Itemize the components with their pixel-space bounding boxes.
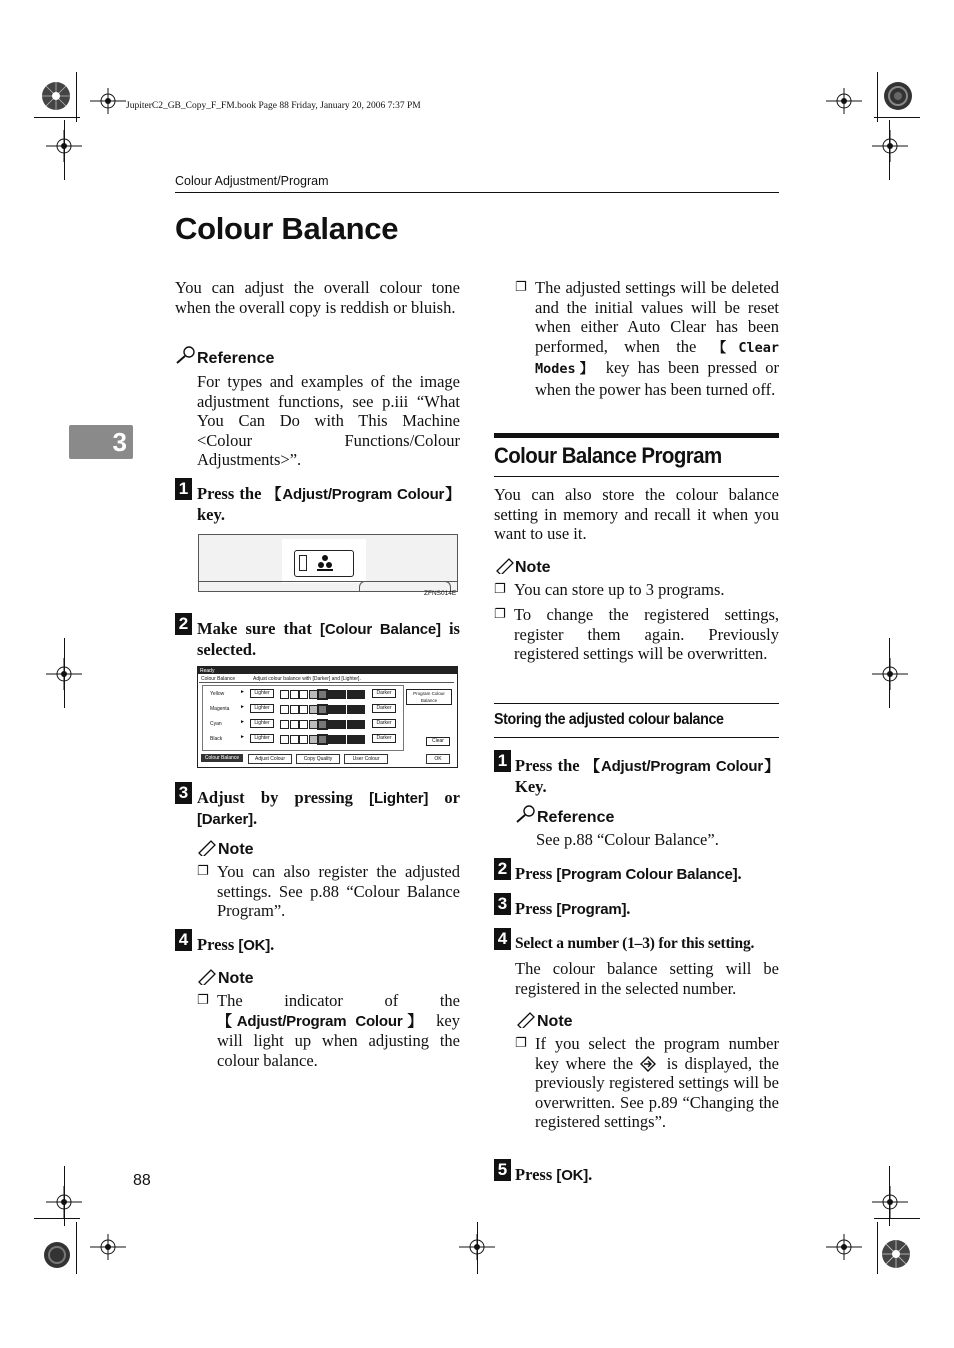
screen-row-label: Magenta bbox=[210, 706, 230, 712]
section-rule-bottom bbox=[494, 476, 779, 477]
step-number: 2 bbox=[494, 858, 511, 880]
scale-level-square bbox=[280, 705, 289, 714]
file-info: JupiterC2_GB_Copy_F_FM.book Page 88 Friday, January 20, 2006 7:37 PM bbox=[126, 101, 421, 111]
crosshair-target-icon bbox=[90, 88, 126, 114]
adjust-program-colour-key: 【Adjust/Program Colour】 bbox=[266, 486, 460, 503]
reference-text: For types and examples of the image adjustment functions, see p.iii “What You Can Do with This Machine <Colour Functions/Colour Adjustments>”. bbox=[197, 372, 460, 470]
page-number: 88 bbox=[133, 1172, 151, 1189]
subsection-heading: Storing the adjusted colour balance bbox=[494, 711, 724, 728]
registration-rosette-icon bbox=[42, 1240, 72, 1270]
header-rule bbox=[175, 192, 779, 193]
tab-colour-balance[interactable]: Colour Balance bbox=[201, 754, 243, 762]
scale-level-square bbox=[290, 690, 299, 699]
registration-rosette-icon bbox=[880, 1238, 912, 1270]
scale-level-square bbox=[280, 720, 289, 729]
reference-label: Reference bbox=[537, 809, 615, 826]
step-number: 1 bbox=[494, 750, 511, 772]
scale-level-square bbox=[356, 735, 365, 744]
scale-current-level bbox=[318, 705, 327, 714]
colour-balance-icon bbox=[315, 554, 335, 572]
subsection-rule-top bbox=[494, 703, 779, 704]
scale-level-square bbox=[290, 735, 299, 744]
scale-level-square bbox=[290, 720, 299, 729]
tab-copy-quality[interactable]: Copy Quality bbox=[296, 754, 340, 764]
darker-button[interactable]: Darker bbox=[372, 719, 396, 728]
scale-level-square bbox=[299, 690, 308, 699]
screen-message: Adjust colour balance with [Darker] and [Lighter]. bbox=[253, 676, 361, 682]
scale-level-square bbox=[299, 735, 308, 744]
darker-button[interactable]: Darker bbox=[372, 734, 396, 743]
crosshair-target-icon bbox=[826, 88, 862, 114]
checkbox-bullet-icon: ❐ bbox=[197, 864, 209, 879]
darker-key: [Darker] bbox=[197, 810, 253, 828]
scale-current-level bbox=[318, 690, 327, 699]
scale-level-square bbox=[337, 705, 346, 714]
step-number: 3 bbox=[494, 893, 511, 915]
crosshair-target-icon bbox=[872, 130, 908, 162]
colour-balance-key: [Colour Balance] bbox=[320, 621, 441, 638]
lighter-button[interactable]: Lighter bbox=[250, 734, 274, 743]
pencil-icon bbox=[196, 838, 218, 856]
scale-level-square bbox=[309, 720, 318, 729]
crosshair-target-icon bbox=[872, 1186, 908, 1218]
lighter-key: [Lighter] bbox=[369, 790, 429, 807]
scale-level-square bbox=[309, 690, 318, 699]
crosshair-target-icon bbox=[826, 1234, 862, 1260]
screen-arrow-icon: ► bbox=[240, 704, 245, 710]
scale-level-square bbox=[328, 735, 337, 744]
scale-level-square bbox=[347, 720, 356, 729]
program-registered-icon bbox=[640, 1056, 660, 1072]
note-label: Note bbox=[218, 970, 254, 987]
adjust-program-colour-key: 【Adjust/Program Colour】 bbox=[584, 758, 779, 775]
registration-rosette-icon bbox=[882, 80, 914, 112]
step-4-text: Press [OK]. bbox=[197, 935, 275, 954]
chapter-tab: 3 bbox=[69, 425, 133, 459]
intro-paragraph: You can adjust the overall colour tone when the overall copy is reddish or bluish. bbox=[175, 278, 460, 317]
step-4-description: The colour balance setting will be registered in the selected number. bbox=[515, 959, 779, 998]
section-heading: Colour Balance Program bbox=[494, 443, 722, 468]
adjust-program-colour-key: 【Adjust/Program Colour】 bbox=[217, 1012, 428, 1030]
magnifier-icon bbox=[515, 805, 537, 823]
step-number: 1 bbox=[175, 478, 192, 500]
darker-button[interactable]: Darker bbox=[372, 689, 396, 698]
step-2-text: Press [Program Colour Balance]. bbox=[515, 864, 742, 883]
scale-level-square bbox=[309, 705, 318, 714]
running-header: Colour Adjustment/Program bbox=[175, 174, 329, 188]
ok-key: [OK] bbox=[238, 937, 271, 954]
note-item: ❐ If you select the program number key where the is displayed, the previously registered settings will be overwritten. See p.89 “Changing the registered settings”. bbox=[515, 1034, 779, 1132]
step-number: 4 bbox=[175, 929, 192, 951]
program-colour-balance-key: [Program Colour Balance] bbox=[556, 866, 738, 883]
darker-button[interactable]: Darker bbox=[372, 704, 396, 713]
clear-modes-key: 【Clear Modes】 bbox=[535, 339, 779, 378]
screen-arrow-icon: ► bbox=[240, 689, 245, 695]
program-colour-balance-button[interactable]: Program Colour Balance bbox=[406, 689, 452, 705]
step-1-text: Press the 【Adjust/Program Colour】 key. bbox=[197, 484, 460, 524]
scale-level-square bbox=[299, 705, 308, 714]
lighter-button[interactable]: Lighter bbox=[250, 689, 274, 698]
checkbox-bullet-icon: ❐ bbox=[197, 993, 209, 1008]
section-intro: You can also store the colour balance setting in memory and recall it when you want to use it. bbox=[494, 485, 779, 544]
step-3-text: Press [Program]. bbox=[515, 899, 631, 918]
scale-current-level bbox=[318, 720, 327, 729]
scale-level-square bbox=[347, 735, 356, 744]
scale-level-square bbox=[290, 705, 299, 714]
scale-level-square bbox=[356, 705, 365, 714]
scale-level-square bbox=[328, 690, 337, 699]
step-5-text: Press [OK]. bbox=[515, 1165, 593, 1184]
screen-status: Ready bbox=[200, 668, 215, 674]
step-number: 2 bbox=[175, 613, 192, 635]
scale-level-square bbox=[337, 735, 346, 744]
note-label: Note bbox=[218, 841, 254, 858]
tab-adjust-colour[interactable]: Adjust Colour bbox=[248, 754, 292, 764]
scale-level-square bbox=[309, 735, 318, 744]
crosshair-target-icon bbox=[90, 1234, 126, 1260]
step-3-text: Adjust by pressing [Lighter] or [Darker]. bbox=[197, 788, 461, 828]
figure-caption: ZFNS014E bbox=[424, 590, 457, 597]
checkbox-bullet-icon: ❐ bbox=[515, 280, 527, 295]
step-2-text: Make sure that [Colour Balance] is selected. bbox=[197, 619, 460, 659]
screen-row-label: Cyan bbox=[210, 721, 222, 727]
subsection-rule-bottom bbox=[494, 737, 779, 738]
lcd-screen-figure bbox=[197, 666, 458, 768]
step-number: 5 bbox=[494, 1159, 511, 1181]
scale-level-square bbox=[347, 690, 356, 699]
scale-level-square bbox=[356, 690, 365, 699]
checkbox-bullet-icon: ❐ bbox=[515, 1036, 527, 1051]
screen-row-label: Black bbox=[210, 736, 223, 742]
pencil-icon bbox=[515, 1010, 537, 1028]
pencil-icon bbox=[196, 967, 218, 985]
lighter-button[interactable]: Lighter bbox=[250, 719, 274, 728]
reference-text: See p.88 “Colour Balance”. bbox=[536, 830, 719, 849]
scale-level-square bbox=[280, 690, 289, 699]
control-panel-figure bbox=[198, 534, 458, 592]
clear-button[interactable]: Clear bbox=[426, 737, 450, 746]
note-label: Note bbox=[515, 559, 551, 576]
tab-user-colour[interactable]: User Colour bbox=[344, 754, 388, 764]
scale-level-square bbox=[337, 690, 346, 699]
note-item: ❐ You can also register the adjusted settings. See p.88 “Colour Balance Program”. bbox=[197, 862, 460, 921]
checkbox-bullet-icon: ❐ bbox=[494, 582, 506, 597]
scale-level-square bbox=[328, 705, 337, 714]
scale-current-level bbox=[318, 735, 327, 744]
magnifier-icon bbox=[175, 346, 197, 364]
reference-label: Reference bbox=[197, 350, 275, 367]
screen-title: Colour Balance bbox=[201, 676, 236, 682]
screen-row-label: Yellow bbox=[210, 691, 225, 697]
scale-level-square bbox=[299, 720, 308, 729]
scale-level-square bbox=[356, 720, 365, 729]
crosshair-target-icon bbox=[872, 658, 908, 690]
step-1-text: Press the 【Adjust/Program Colour】 Key. bbox=[515, 756, 779, 796]
note-item: ❐ The adjusted settings will be deleted and the initial values will be reset when either Auto Clear has been performed, when the 【Clear Modes】 key has been pressed or when the power has been turned off. bbox=[515, 278, 779, 399]
lighter-button[interactable]: Lighter bbox=[250, 704, 274, 713]
scale-level-square bbox=[337, 720, 346, 729]
step-number: 3 bbox=[175, 782, 192, 804]
note-item: ❐ To change the registered settings, register them again. Previously registered settings will be overwritten. bbox=[494, 605, 779, 664]
section-rule-top bbox=[494, 433, 779, 438]
checkbox-bullet-icon: ❐ bbox=[494, 607, 506, 622]
note-item: ❐ The indicator of the 【Adjust/Program Colour】 key will light up when adjusting the colour balance. bbox=[197, 991, 460, 1070]
note-item: ❐ You can store up to 3 programs. bbox=[494, 580, 725, 599]
scale-level-square bbox=[347, 705, 356, 714]
note-label: Note bbox=[537, 1013, 573, 1030]
screen-arrow-icon: ► bbox=[240, 719, 245, 725]
screen-arrow-icon: ► bbox=[240, 734, 245, 740]
page-title: Colour Balance bbox=[175, 211, 399, 246]
pencil-icon bbox=[494, 556, 516, 574]
adjust-program-colour-button bbox=[294, 550, 354, 577]
scale-level-square bbox=[280, 735, 289, 744]
ok-key: [OK] bbox=[556, 1167, 589, 1184]
step-4-text: Select a number (1–3) for this setting. bbox=[515, 935, 755, 952]
scale-level-square bbox=[328, 720, 337, 729]
program-key: [Program] bbox=[556, 901, 627, 918]
step-number: 4 bbox=[494, 928, 511, 950]
registration-rosette-icon bbox=[40, 80, 72, 112]
ok-button[interactable]: OK bbox=[426, 754, 450, 764]
